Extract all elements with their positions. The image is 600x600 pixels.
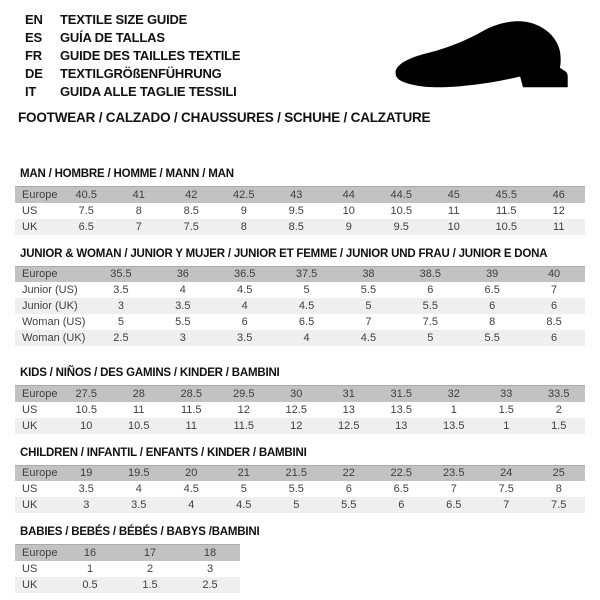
size-cell: 3.5 [152,298,214,314]
size-cell: 10 [60,418,113,434]
size-cell: 44 [323,187,376,203]
size-cell: 6 [523,330,585,346]
size-cell: 7 [450,483,457,495]
size-cell: 30 [270,386,323,402]
size-cell: 6.5 [298,316,315,328]
size-cell: 38 [338,266,400,282]
row-label-cell: Woman (UK) [15,330,90,346]
size-cell: 44.5 [375,187,428,203]
dress-shoe-icon [388,16,592,104]
row-label-cell: Europe [15,266,90,282]
section-title: CHILDREN / INFANTIL / ENFANTS / KINDER / BAMBINI [20,446,307,459]
row-label-cell: UK [15,577,60,593]
size-cell: 9.5 [375,219,428,235]
size-table [15,266,585,347]
section-title: KIDS / NIÑOS / DES GAMINS / KINDER / BAMBINI [20,367,280,379]
section-title: JUNIOR & WOMAN / JUNIOR Y MUJER / JUNIOR ET FEMME / JUNIOR UND FRAU / JUNIOR E DONA [20,247,548,260]
row-label-cell: US [22,562,38,575]
size-table [15,186,585,235]
size-cell: 7 [551,284,558,296]
size-cell: 8 [555,483,562,495]
size-cell: 2 [146,562,154,575]
size-cell: 20 [165,465,218,481]
language-row [25,83,240,101]
size-cell: 6 [375,497,428,513]
category-line: FOOTWEAR / CALZADO / CHAUSSURES / SCHUHE / CALZATURE [18,110,431,125]
table-row [15,330,585,346]
size-cell: 6.5 [393,483,409,495]
size-cell: 12 [237,403,250,416]
size-cell: 3 [152,330,214,346]
row-label-cell: US [22,403,38,416]
size-cell: 6 [427,284,434,296]
table-row [15,497,585,513]
table-row [15,266,585,282]
size-cell: 5 [270,497,323,513]
size-cell: 2 [555,403,562,416]
size-cell: 4 [179,284,186,296]
size-cell: 7.5 [533,497,586,513]
size-cell: 11 [448,204,460,217]
size-cell: 7.5 [422,316,438,328]
size-cell: 3 [90,298,152,314]
size-cell: 39 [461,266,523,282]
size-table-section [15,168,585,235]
size-cell: 4.5 [338,330,400,346]
size-cell: 6 [241,316,248,328]
size-cell: 4 [276,330,338,346]
size-cell: 0.5 [60,577,120,593]
size-cell: 11 [533,219,586,235]
size-cell: 10 [428,219,481,235]
size-cell: 8 [135,204,142,217]
table-row [15,282,585,298]
size-cell: 36 [152,266,214,282]
table-row [15,465,585,481]
size-cell: 41 [113,187,166,203]
size-cell: 45.5 [480,187,533,203]
size-cell: 7.5 [165,219,218,235]
size-cell: 31.5 [375,386,428,402]
size-table-section [15,447,585,514]
size-cell: 5.5 [175,316,191,328]
size-cell: 8.5 [270,219,323,235]
table-row [15,219,585,235]
row-label-cell: UK [15,497,60,513]
row-label-cell: Europe [15,545,60,561]
table-row [15,481,585,497]
language-code: EN [25,12,43,27]
language-code: IT [25,84,37,99]
size-cell: 3 [206,562,214,575]
size-cell: 5.5 [360,284,377,296]
size-table-section [15,367,585,434]
row-label-cell: UK [15,418,60,434]
size-cell: 37.5 [276,266,338,282]
size-cell: 40 [523,266,585,282]
size-cell: 3.5 [113,284,129,296]
table-row [15,402,585,418]
row-label-cell: Europe [15,465,60,481]
size-cell: 5 [303,284,310,296]
size-cell: 9 [323,219,376,235]
size-cell: 12 [552,204,565,217]
size-cell: 6 [461,298,523,314]
size-cell: 36.5 [214,266,276,282]
size-cell: 7.5 [78,204,94,217]
size-cell: 8 [218,219,271,235]
size-cell: 11.5 [495,204,517,217]
table-row [15,187,585,203]
table-row [15,386,585,402]
size-cell: 13.5 [390,403,412,416]
size-cell: 5.5 [288,483,304,495]
size-cell: 1 [450,403,457,416]
table-row [15,418,585,434]
size-cell: 8 [489,316,496,328]
language-row [25,11,240,29]
size-cell: 35.5 [90,266,152,282]
size-cell: 8.5 [183,204,199,217]
size-cell: 27.5 [60,386,113,402]
size-cell: 19.5 [113,465,166,481]
size-cell: 42 [165,187,218,203]
size-cell: 4.5 [183,483,199,495]
size-cell: 25 [533,465,586,481]
size-cell: 5.5 [399,298,461,314]
size-cell: 28 [113,386,166,402]
size-cell: 45 [428,187,481,203]
size-cell: 2.5 [90,330,152,346]
section-title: BABIES / BEBÉS / BÉBÉS / BABYS /BAMBINI [20,526,260,538]
size-cell: 13.5 [428,418,481,434]
size-cell: 1 [480,418,533,434]
size-cell: 7.5 [498,483,514,495]
size-cell: 2.5 [180,577,240,593]
section-title: MAN / HOMBRE / HOMME / MANN / MAN [20,168,234,180]
size-cell: 21 [218,465,271,481]
size-cell: 11.5 [180,403,202,416]
size-cell: 7 [113,219,166,235]
language-row [25,29,240,47]
size-cell: 6.5 [484,284,500,296]
size-cell: 5 [399,330,461,346]
language-title: TEXTILE SIZE GUIDE [60,12,188,27]
size-cell: 5 [117,316,124,328]
row-label-cell: Junior (UK) [15,298,90,314]
size-cell: 18 [180,545,240,561]
size-cell: 22 [323,465,376,481]
size-table-section [15,248,585,347]
size-cell: 19 [60,465,113,481]
size-cell: 43 [270,187,323,203]
size-cell: 10.5 [75,403,97,416]
size-cell: 10 [342,204,355,217]
size-cell: 4 [165,497,218,513]
size-cell: 12.5 [285,403,307,416]
size-cell: 12.5 [323,418,376,434]
row-label-cell: UK [15,219,60,235]
size-cell: 22.5 [375,465,428,481]
size-cell: 10.5 [390,204,412,217]
size-cell: 11 [165,418,218,434]
row-label-cell: US [22,204,38,217]
row-label-cell: Europe [15,187,60,203]
size-cell: 29.5 [218,386,271,402]
size-cell: 11 [133,403,145,416]
language-code: FR [25,48,42,63]
size-cell: 3 [60,497,113,513]
language-title: GUIDA ALLE TAGLIE TESSILI [60,84,237,99]
size-cell: 1.5 [533,418,586,434]
language-title: GUIDE DES TAILLES TEXTILE [60,48,241,63]
size-cell: 46 [533,187,586,203]
size-cell: 7 [365,316,372,328]
language-title: GUÍA DE TALLAS [60,30,165,45]
language-title: TEXTILGRÖßENFÜHRUNG [60,66,222,81]
size-cell: 3.5 [113,497,166,513]
table-row [15,203,585,219]
row-label-cell: Junior (US) [22,284,78,296]
size-cell: 13 [342,403,355,416]
size-cell: 31 [323,386,376,402]
size-cell: 17 [120,545,180,561]
size-cell: 28.5 [165,386,218,402]
language-row [25,47,240,65]
size-cell: 4.5 [276,298,338,314]
size-cell: 32 [428,386,481,402]
size-cell: 5 [338,298,400,314]
size-cell: 12 [270,418,323,434]
size-cell: 42.5 [218,187,271,203]
size-cell: 23.5 [428,465,481,481]
size-cell: 8.5 [546,316,562,328]
size-cell: 4.5 [237,284,253,296]
size-cell: 6.5 [428,497,481,513]
table-row [15,577,240,593]
size-cell: 40.5 [60,187,113,203]
language-code: DE [25,66,43,81]
size-cell: 24 [480,465,533,481]
size-cell: 4.5 [218,497,271,513]
size-cell: 13 [375,418,428,434]
size-cell: 4 [135,483,142,495]
size-cell: 5.5 [323,497,376,513]
row-label-cell: Europe [15,386,60,402]
size-cell: 9.5 [288,204,304,217]
table-row [15,314,585,330]
size-cell: 16 [60,545,120,561]
size-table [15,465,585,514]
size-cell: 33 [480,386,533,402]
row-label-cell: US [22,483,38,495]
size-cell: 6 [523,298,585,314]
language-row [25,65,240,83]
row-label-cell: Woman (US) [22,316,86,328]
size-cell: 21.5 [270,465,323,481]
size-cell: 6 [345,483,352,495]
size-cell: 38.5 [399,266,461,282]
size-cell: 5 [240,483,247,495]
size-table-section [15,526,585,593]
size-cell: 1 [86,562,94,575]
size-cell: 11.5 [218,418,271,434]
size-table [15,385,585,434]
size-cell: 3.5 [78,483,94,495]
size-cell: 9 [240,204,247,217]
table-row [15,561,240,577]
table-row [15,298,585,314]
size-table [15,544,240,593]
sections [15,168,585,593]
language-list [25,11,240,101]
size-cell: 10.5 [113,418,166,434]
size-cell: 3.5 [214,330,276,346]
size-cell: 1.5 [120,577,180,593]
size-cell: 6.5 [60,219,113,235]
size-cell: 1.5 [498,403,514,416]
size-cell: 33.5 [533,386,586,402]
table-row [15,545,240,561]
size-cell: 4 [214,298,276,314]
size-cell: 7 [480,497,533,513]
size-cell: 10.5 [480,219,533,235]
size-cell: 5.5 [461,330,523,346]
language-code: ES [25,30,42,45]
